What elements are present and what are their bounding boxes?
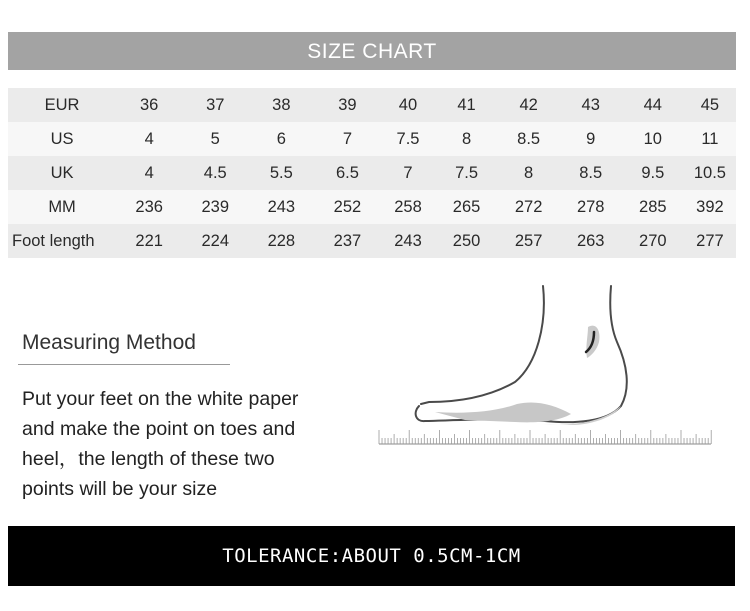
instruction-line: and make the point on toes and bbox=[22, 418, 296, 440]
table-cell: 8 bbox=[436, 122, 498, 156]
table-cell: 39 bbox=[314, 88, 380, 122]
table-cell: 272 bbox=[498, 190, 560, 224]
table-cell: 243 bbox=[248, 190, 314, 224]
tolerance-banner: TOLERANCE:ABOUT 0.5CM-1CM bbox=[8, 526, 735, 586]
table-cell: 6 bbox=[248, 122, 314, 156]
table-cell: 45 bbox=[684, 88, 736, 122]
table-cell: 44 bbox=[622, 88, 684, 122]
row-label: MM bbox=[8, 190, 116, 224]
row-label: EUR bbox=[8, 88, 116, 122]
table-cell: 37 bbox=[182, 88, 248, 122]
table-cell: 285 bbox=[622, 190, 684, 224]
table-cell: 7 bbox=[314, 122, 380, 156]
table-cell: 8 bbox=[498, 156, 560, 190]
heading-divider bbox=[18, 364, 230, 365]
table-row bbox=[8, 122, 736, 156]
table-cell: 42 bbox=[498, 88, 560, 122]
table-cell: 41 bbox=[436, 88, 498, 122]
table-cell: 4 bbox=[116, 156, 182, 190]
table-cell: 239 bbox=[182, 190, 248, 224]
table-cell: 243 bbox=[380, 224, 435, 258]
table-cell: 237 bbox=[314, 224, 380, 258]
table-cell: 4.5 bbox=[182, 156, 248, 190]
table-cell: 257 bbox=[498, 224, 560, 258]
row-label: Foot length bbox=[8, 224, 116, 258]
table-cell: 10.5 bbox=[684, 156, 736, 190]
table-cell: 228 bbox=[248, 224, 314, 258]
size-chart-title: SIZE CHART bbox=[8, 32, 736, 70]
table-cell: 36 bbox=[116, 88, 182, 122]
table-cell: 8.5 bbox=[498, 122, 560, 156]
table-cell: 38 bbox=[248, 88, 314, 122]
table-cell: 236 bbox=[116, 190, 182, 224]
table-row bbox=[8, 224, 736, 258]
table-cell: 9.5 bbox=[622, 156, 684, 190]
foot-outline-icon bbox=[416, 286, 627, 425]
table-cell: 4 bbox=[116, 122, 182, 156]
foot-measurement-illustration bbox=[375, 284, 715, 460]
table-cell: 265 bbox=[436, 190, 498, 224]
table-cell: 8.5 bbox=[560, 156, 622, 190]
measuring-instructions bbox=[22, 384, 372, 504]
table-cell: 252 bbox=[314, 190, 380, 224]
instruction-line: points will be your size bbox=[22, 478, 218, 500]
table-cell: 11 bbox=[684, 122, 736, 156]
measuring-method-heading: Measuring Method bbox=[22, 331, 196, 354]
table-cell: 392 bbox=[684, 190, 736, 224]
table-cell: 263 bbox=[560, 224, 622, 258]
table-cell: 7.5 bbox=[436, 156, 498, 190]
instruction-line: heel，the length of these two bbox=[22, 448, 275, 470]
table-row bbox=[8, 88, 736, 122]
table-cell: 270 bbox=[622, 224, 684, 258]
instruction-line: Put your feet on the white paper bbox=[22, 388, 299, 410]
table-row bbox=[8, 156, 736, 190]
table-cell: 5.5 bbox=[248, 156, 314, 190]
table-cell: 221 bbox=[116, 224, 182, 258]
table-row bbox=[8, 190, 736, 224]
table-cell: 43 bbox=[560, 88, 622, 122]
table-cell: 10 bbox=[622, 122, 684, 156]
table-cell: 250 bbox=[436, 224, 498, 258]
size-table bbox=[8, 88, 736, 258]
table-cell: 7 bbox=[380, 156, 435, 190]
row-label: UK bbox=[8, 156, 116, 190]
table-cell: 278 bbox=[560, 190, 622, 224]
table-cell: 258 bbox=[380, 190, 435, 224]
row-label: US bbox=[8, 122, 116, 156]
table-cell: 9 bbox=[560, 122, 622, 156]
table-cell: 277 bbox=[684, 224, 736, 258]
table-cell: 7.5 bbox=[380, 122, 435, 156]
ruler-icon bbox=[379, 430, 711, 444]
table-cell: 40 bbox=[380, 88, 435, 122]
table-cell: 5 bbox=[182, 122, 248, 156]
table-cell: 224 bbox=[182, 224, 248, 258]
table-cell: 6.5 bbox=[314, 156, 380, 190]
